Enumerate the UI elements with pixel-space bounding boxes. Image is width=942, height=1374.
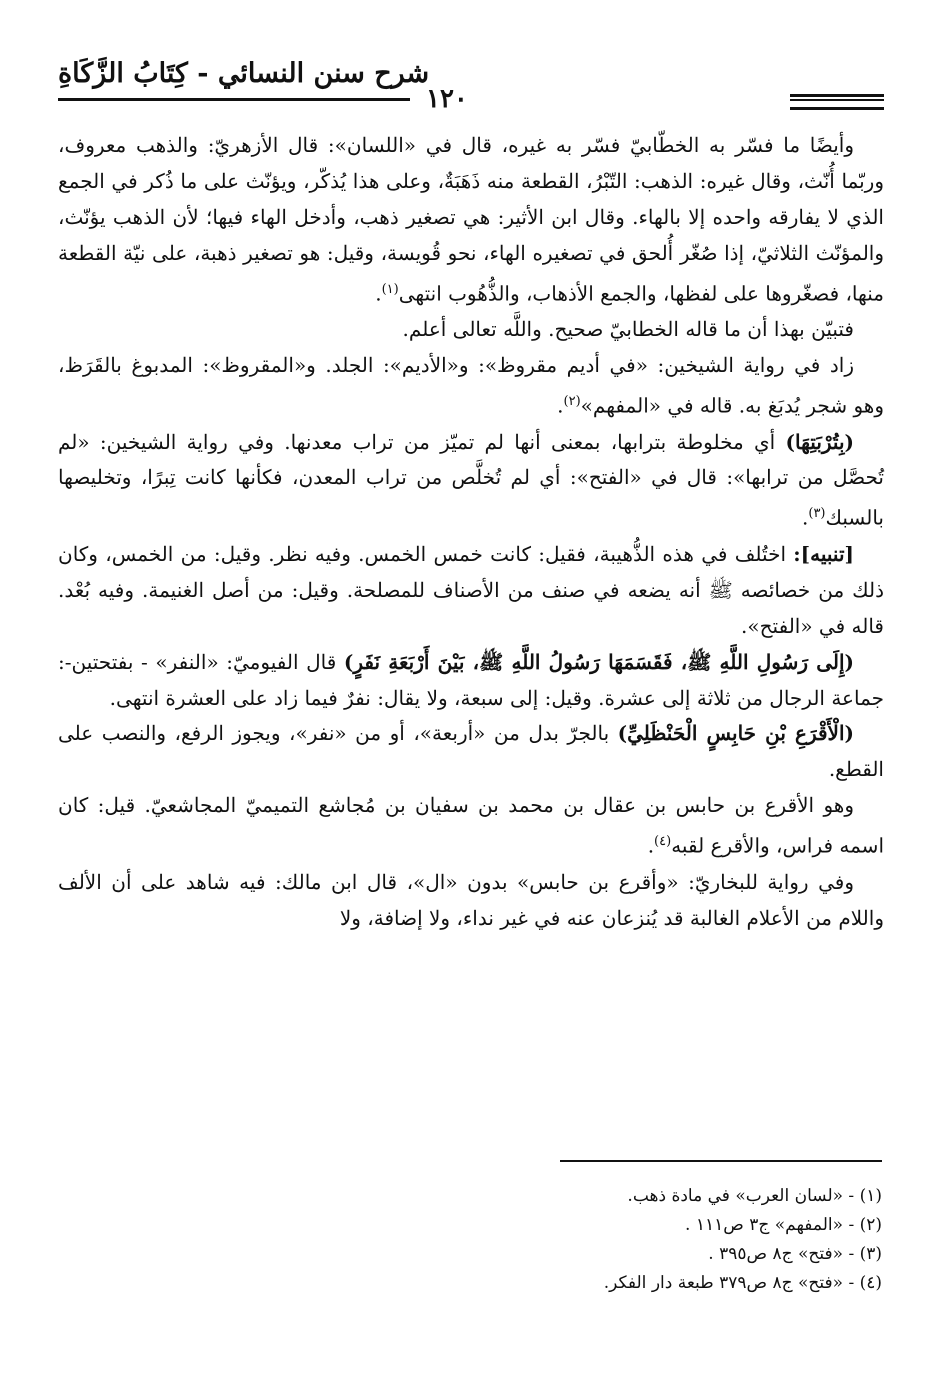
paragraph-6-lemma: (إِلَى رَسُولِ اللَّهِ ﷺ، فَقَسَمَهَا رَسُولُ اللَّهِ ﷺ، بَيْنَ أَرْبَعَةِ نَفَرٍ) bbox=[343, 649, 855, 674]
paragraph-2 bbox=[58, 312, 884, 348]
footnote-1: (١) - «لسان العرب» في مادة ذهب. bbox=[627, 1186, 882, 1206]
paragraph-7 bbox=[58, 716, 884, 788]
paragraph-7-lemma: (الْأَقْرَعِ بْنِ حَابِسٍ الْحَنْظَلِيِّ) bbox=[617, 721, 854, 746]
page-header bbox=[58, 58, 884, 114]
footnote-ref-4: (٤) bbox=[654, 834, 672, 850]
footnote-ref-3: (٣) bbox=[808, 506, 826, 522]
header-rule bbox=[58, 98, 410, 101]
footnote-4: (٤) - «فتح» ج٨ ص٣٧٩ طبعة دار الفكر. bbox=[603, 1273, 882, 1293]
footnotes bbox=[58, 1182, 882, 1298]
paragraph-6 bbox=[58, 645, 884, 717]
paragraph-8-end: . bbox=[647, 833, 655, 858]
footnote-ref-2: (٢) bbox=[563, 394, 581, 409]
footnote-ref-1: (١) bbox=[381, 281, 399, 297]
paragraph-5 bbox=[58, 537, 884, 645]
paragraph-1-text: وأيضًا ما فسّر به الخطّابيّ فسّر به غيره، قال في «اللسان»: قال الأزهريّ: والذهب معروف، وربّما أُنّث، وقال غيره: الذهب: التّبْرُ، القطعة منه ذَهَبَةٌ، وعلى هذا يُذكّر، ويؤنّث على ما ذُكر في الجمع الذي لا يفارقه واحده إلا بالهاء. وقال ابن الأثير: هي تصغير ذهب، وأدخل الهاء فيها؛ لأن الذهب يؤنّث، والمؤنّث الثلاثيّ، إذا صُغّر أُلحق في تصغيره الهاء، نحو قُويسة، وقيل: هو تصغير ذهبة، على نيّة القطعة منها، فصغّروها على لفظها، والجمع الأذهاب، والذُّهُوب انتهى bbox=[58, 133, 884, 306]
paragraph-3-end: . bbox=[557, 393, 564, 418]
paragraph-4-text: أي مخلوطة بترابها، بمعنى أنها لم تميّز من تراب معدنها. وفي رواية الشيخين: «لم تُحصَّل من ترابها»: قال في «الفتح»: أي لم تُخلَّص من تراب المعدن، فكأنها كانت تِبرًا، وتخليصها بالسبك bbox=[58, 429, 884, 531]
footnote-2: (٢) - «المفهم» ج٣ ص١١١ . bbox=[685, 1215, 882, 1235]
paragraph-8-text: وهو الأقرع بن حابس بن عقال بن محمد بن سفيان بن مُجاشع التميميّ المجاشعيّ. قيل: كان اسمه فراس، والأقرع لقبه bbox=[58, 793, 884, 858]
running-title: شرح سنن النسائي - كِتَابُ الزَّكَاةِ bbox=[58, 58, 430, 89]
paragraph-7-text: بالجرّ بدل من «أربعة»، أو من «نفر»، ويجوز الرفع، والنصب على القطع. bbox=[58, 721, 884, 782]
paragraph-9 bbox=[58, 865, 884, 937]
main-text bbox=[58, 128, 884, 937]
paragraph-1 bbox=[58, 128, 884, 312]
paragraph-3 bbox=[58, 348, 884, 424]
paragraph-6-text: قال الفيوميّ: «النفر» - بفتحتين-: جماعة الرجال من ثلاثة إلى عشرة. وقيل: إلى سبعة، ولا يقال: نفرٌ فيما زاد على العشرة انتهى. bbox=[58, 649, 884, 710]
paragraph-5-text: اختُلف في هذه الذُّهيبة، فقيل: كانت خمس الخمس. وفيه نظر. وقيل: من الخمس، وكان ذلك من خصائصه ﷺ أنه يضعه في صنف من الأصناف للمصلحة. وقيل: من أصل الغنيمة. وفيه بُعْد. قاله في «الفتح». bbox=[58, 541, 884, 638]
paragraph-4-lemma: (بِتُرْبَتِهَا) bbox=[785, 429, 854, 454]
paragraph-4-end: . bbox=[802, 506, 809, 531]
paragraph-3-text: زاد في رواية الشيخين: «في أديم مقروظ»: و«الأديم»: الجلد. و«المقروظ»: المدبوغ بالقَرَظ، وهو شجر يُدبَغ به. قاله في «المفهم» bbox=[58, 353, 884, 418]
paragraph-4 bbox=[58, 425, 884, 537]
footnote-separator bbox=[560, 1160, 882, 1162]
paragraph-9-text: وفي رواية للبخاريّ: «وأقرع بن حابس» بدون «ال»، قال ابن مالك: فيه شاهد على أن الألف واللام من الأعلام الغالبة قد يُنزعان عنه في غير نداء، ولا إضافة، ولا bbox=[58, 869, 884, 930]
page-number: ١٢٠ bbox=[426, 84, 468, 114]
paragraph-1-end: . bbox=[375, 281, 382, 306]
header-double-rule bbox=[790, 94, 884, 110]
footnote-3: (٣) - «فتح» ج٨ ص٣٩٥ . bbox=[708, 1244, 882, 1264]
header-double-rule-middle bbox=[790, 99, 884, 101]
paragraph-2-text: فتبيّن بهذا أن ما قاله الخطابيّ صحيح. واللَّه تعالى أعلم. bbox=[402, 317, 854, 342]
paragraph-8 bbox=[58, 788, 884, 864]
paragraph-5-label: [تنبيه]: bbox=[793, 541, 854, 566]
